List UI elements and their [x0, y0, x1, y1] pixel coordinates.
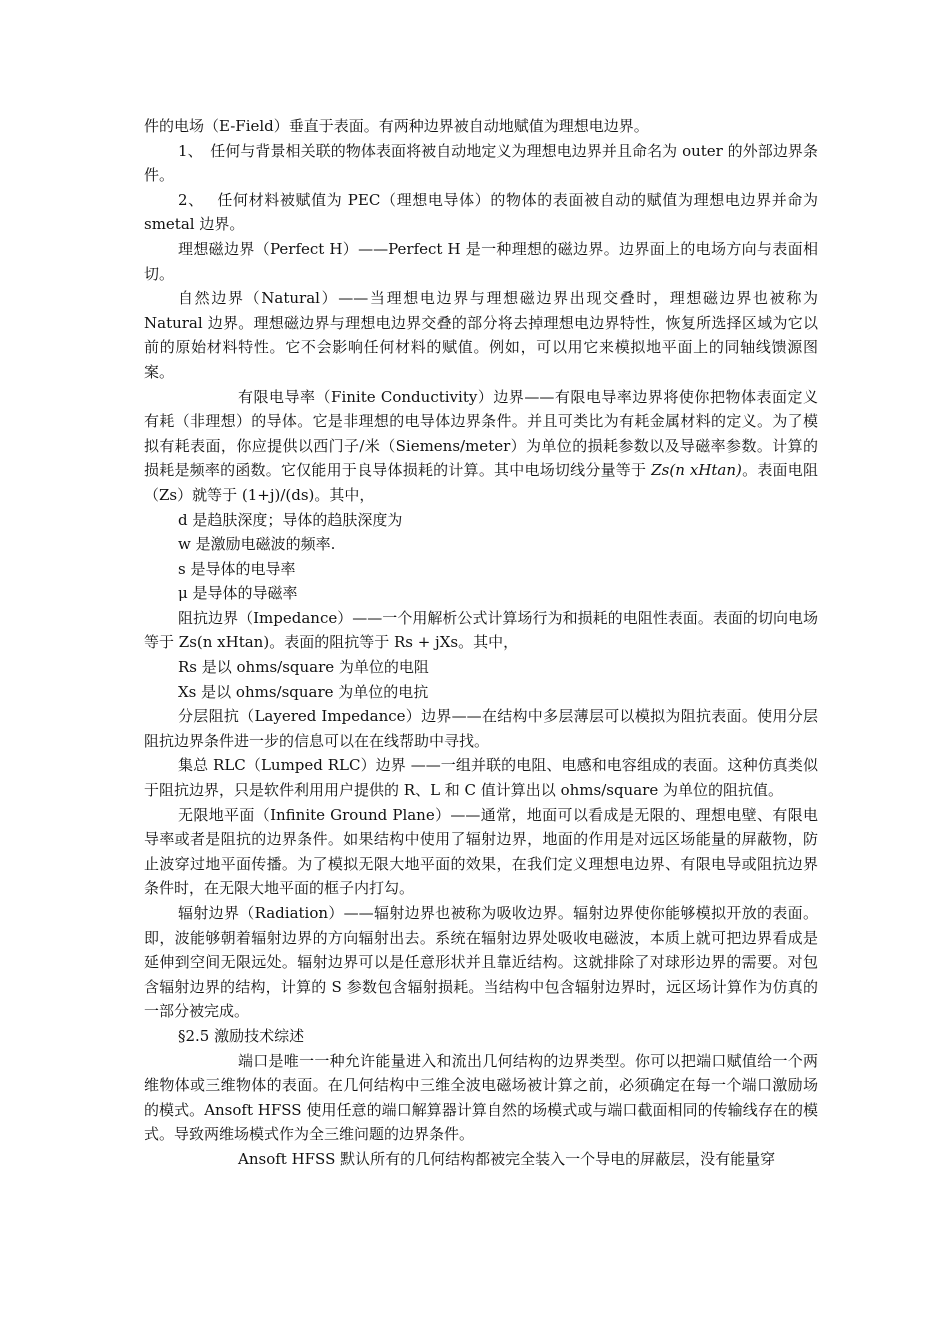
paragraph-continuation: 件的电场（E-Field）垂直于表面。有两种边界被自动地赋值为理想电边界。	[144, 117, 649, 135]
formula-zs: Zs(n xHtan)	[651, 461, 742, 480]
definition-rs: Rs 是以 ohms/square 为单位的电阻	[178, 658, 429, 677]
paragraph-item-2: 2、 任何材料被赋值为 PEC（理想电导体）的物体的表面被自动的赋值为理想电边界并命为 smetal 边界。	[144, 190, 818, 234]
definition-xs: Xs 是以 ohms/square 为单位的电抗	[178, 682, 429, 701]
definition-s: s 是导体的电导率	[178, 559, 296, 578]
paragraph-layered-impedance: 分层阻抗（Layered Impedance）边界——在结构中多层薄层可以模拟为阻抗表面。使用分层阻抗边界条件进一步的信息可以在在线帮助中寻找。	[144, 707, 818, 750]
paragraph-ports: 端口是唯一一种允许能量进入和流出几何结构的边界类型。你可以把端口赋值给一个两维物体或三维物体的表面。在几何结构中三维全波电磁场被计算之前，必须确定在每一个端口激励场的模式。Ansoft HFSS 使用任意的端口解算器计算自然的场模式或与端口截面相同的传输线存在的模式。导致两维场模式作为全三维问题的边界条件。	[144, 1051, 818, 1144]
paragraph-radiation: 辐射边界（Radiation）——辐射边界也被称为吸收边界。辐射边界使你能够模拟开放的表面。即，波能够朝着辐射边界的方向辐射出去。系统在辐射边界处吸收电磁波，本质上就可把边界看成是延伸到空间无限远处。辐射边界可以是任意形状并且靠近结构。这就排除了对球形边界的需要。对包含辐射边界的结构，计算的 S 参数包含辐射损耗。当结构中包含辐射边界时，远区场计算作为仿真的一部分被完成。	[144, 904, 818, 1021]
finite-conductivity-text-b: 。表面电阻（Zs）就等于 (1+j)/(ds)。其中，	[144, 461, 818, 504]
document-page	[144, 114, 818, 1172]
paragraph-shielding: Ansoft HFSS 默认所有的几何结构都被完全装入一个导电的屏蔽层，没有能量穿	[238, 1149, 776, 1168]
paragraph-perfect-h: 理想磁边界（Perfect H）——Perfect H 是一种理想的磁边界。边界面上的电场方向与表面相切。	[144, 239, 818, 283]
paragraph-infinite-ground-plane: 无限地平面（Infinite Ground Plane）——通常，地面可以看成是无限的、理想电壁、有限电导率或者是阻抗的边界条件。如果结构中使用了辐射边界，地面的作用是对远区场能量的屏蔽物，防止波穿过地平面传播。为了模拟无限大地平面的效果，在我们定义理想电边界、有限电导或阻抗边界条件时，在无限大地平面的框子内打勾。	[144, 805, 818, 898]
definition-mu: μ 是导体的导磁率	[178, 584, 298, 603]
paragraph-natural: 自然边界（Natural）——当理想电边界与理想磁边界出现交叠时，理想磁边界也被称为 Natural 边界。理想磁边界与理想电边界交叠的部分将去掉理想电边界特性，恢复所选择区域为它以前的原始材料特性。它不会影响任何材料的赋值。例如，可以用它来模拟地平面上的同轴线馈源图案。	[144, 289, 818, 381]
paragraph-item-1: 1、 任何与背景相关联的物体表面将被自动地定义为理想电边界并且命名为 outer 的外部边界条件。	[144, 141, 818, 185]
paragraph-finite-conductivity	[144, 385, 818, 508]
finite-conductivity-text-a: 有限电导率（Finite Conductivity）边界——有限电导率边界将使你把物体表面定义有耗（非理想）的导体。它是非理想的电导体边界条件。并且可类比为有耗金属材料的定义。为了模拟有耗表面，你应提供以西门子/米（Siemens/meter）为单位的损耗参数以及导磁率参数。计算的损耗是频率的函数。它仅能用于良导体损耗的计算。其中电场切线分量等于	[144, 387, 818, 480]
section-heading: §2.5 激励技术综述	[178, 1026, 305, 1045]
definition-d: d 是趋肤深度；导体的趋肤深度为	[178, 510, 403, 529]
definition-w: w 是激励电磁波的频率.	[178, 535, 336, 554]
paragraph-lumped-rlc: 集总 RLC（Lumped RLC）边界 ——一组并联的电阻、电感和电容组成的表面。这种仿真类似于阻抗边界，只是软件利用用户提供的 R、L 和 C 值计算出以 ohms/square 为单位的阻抗值。	[144, 756, 818, 800]
paragraph-impedance: 阻抗边界（Impedance）——一个用解析公式计算场行为和损耗的电阻性表面。表面的切向电场等于 Zs(n xHtan)。表面的阻抗等于 Rs + jXs。其中，	[144, 608, 818, 652]
